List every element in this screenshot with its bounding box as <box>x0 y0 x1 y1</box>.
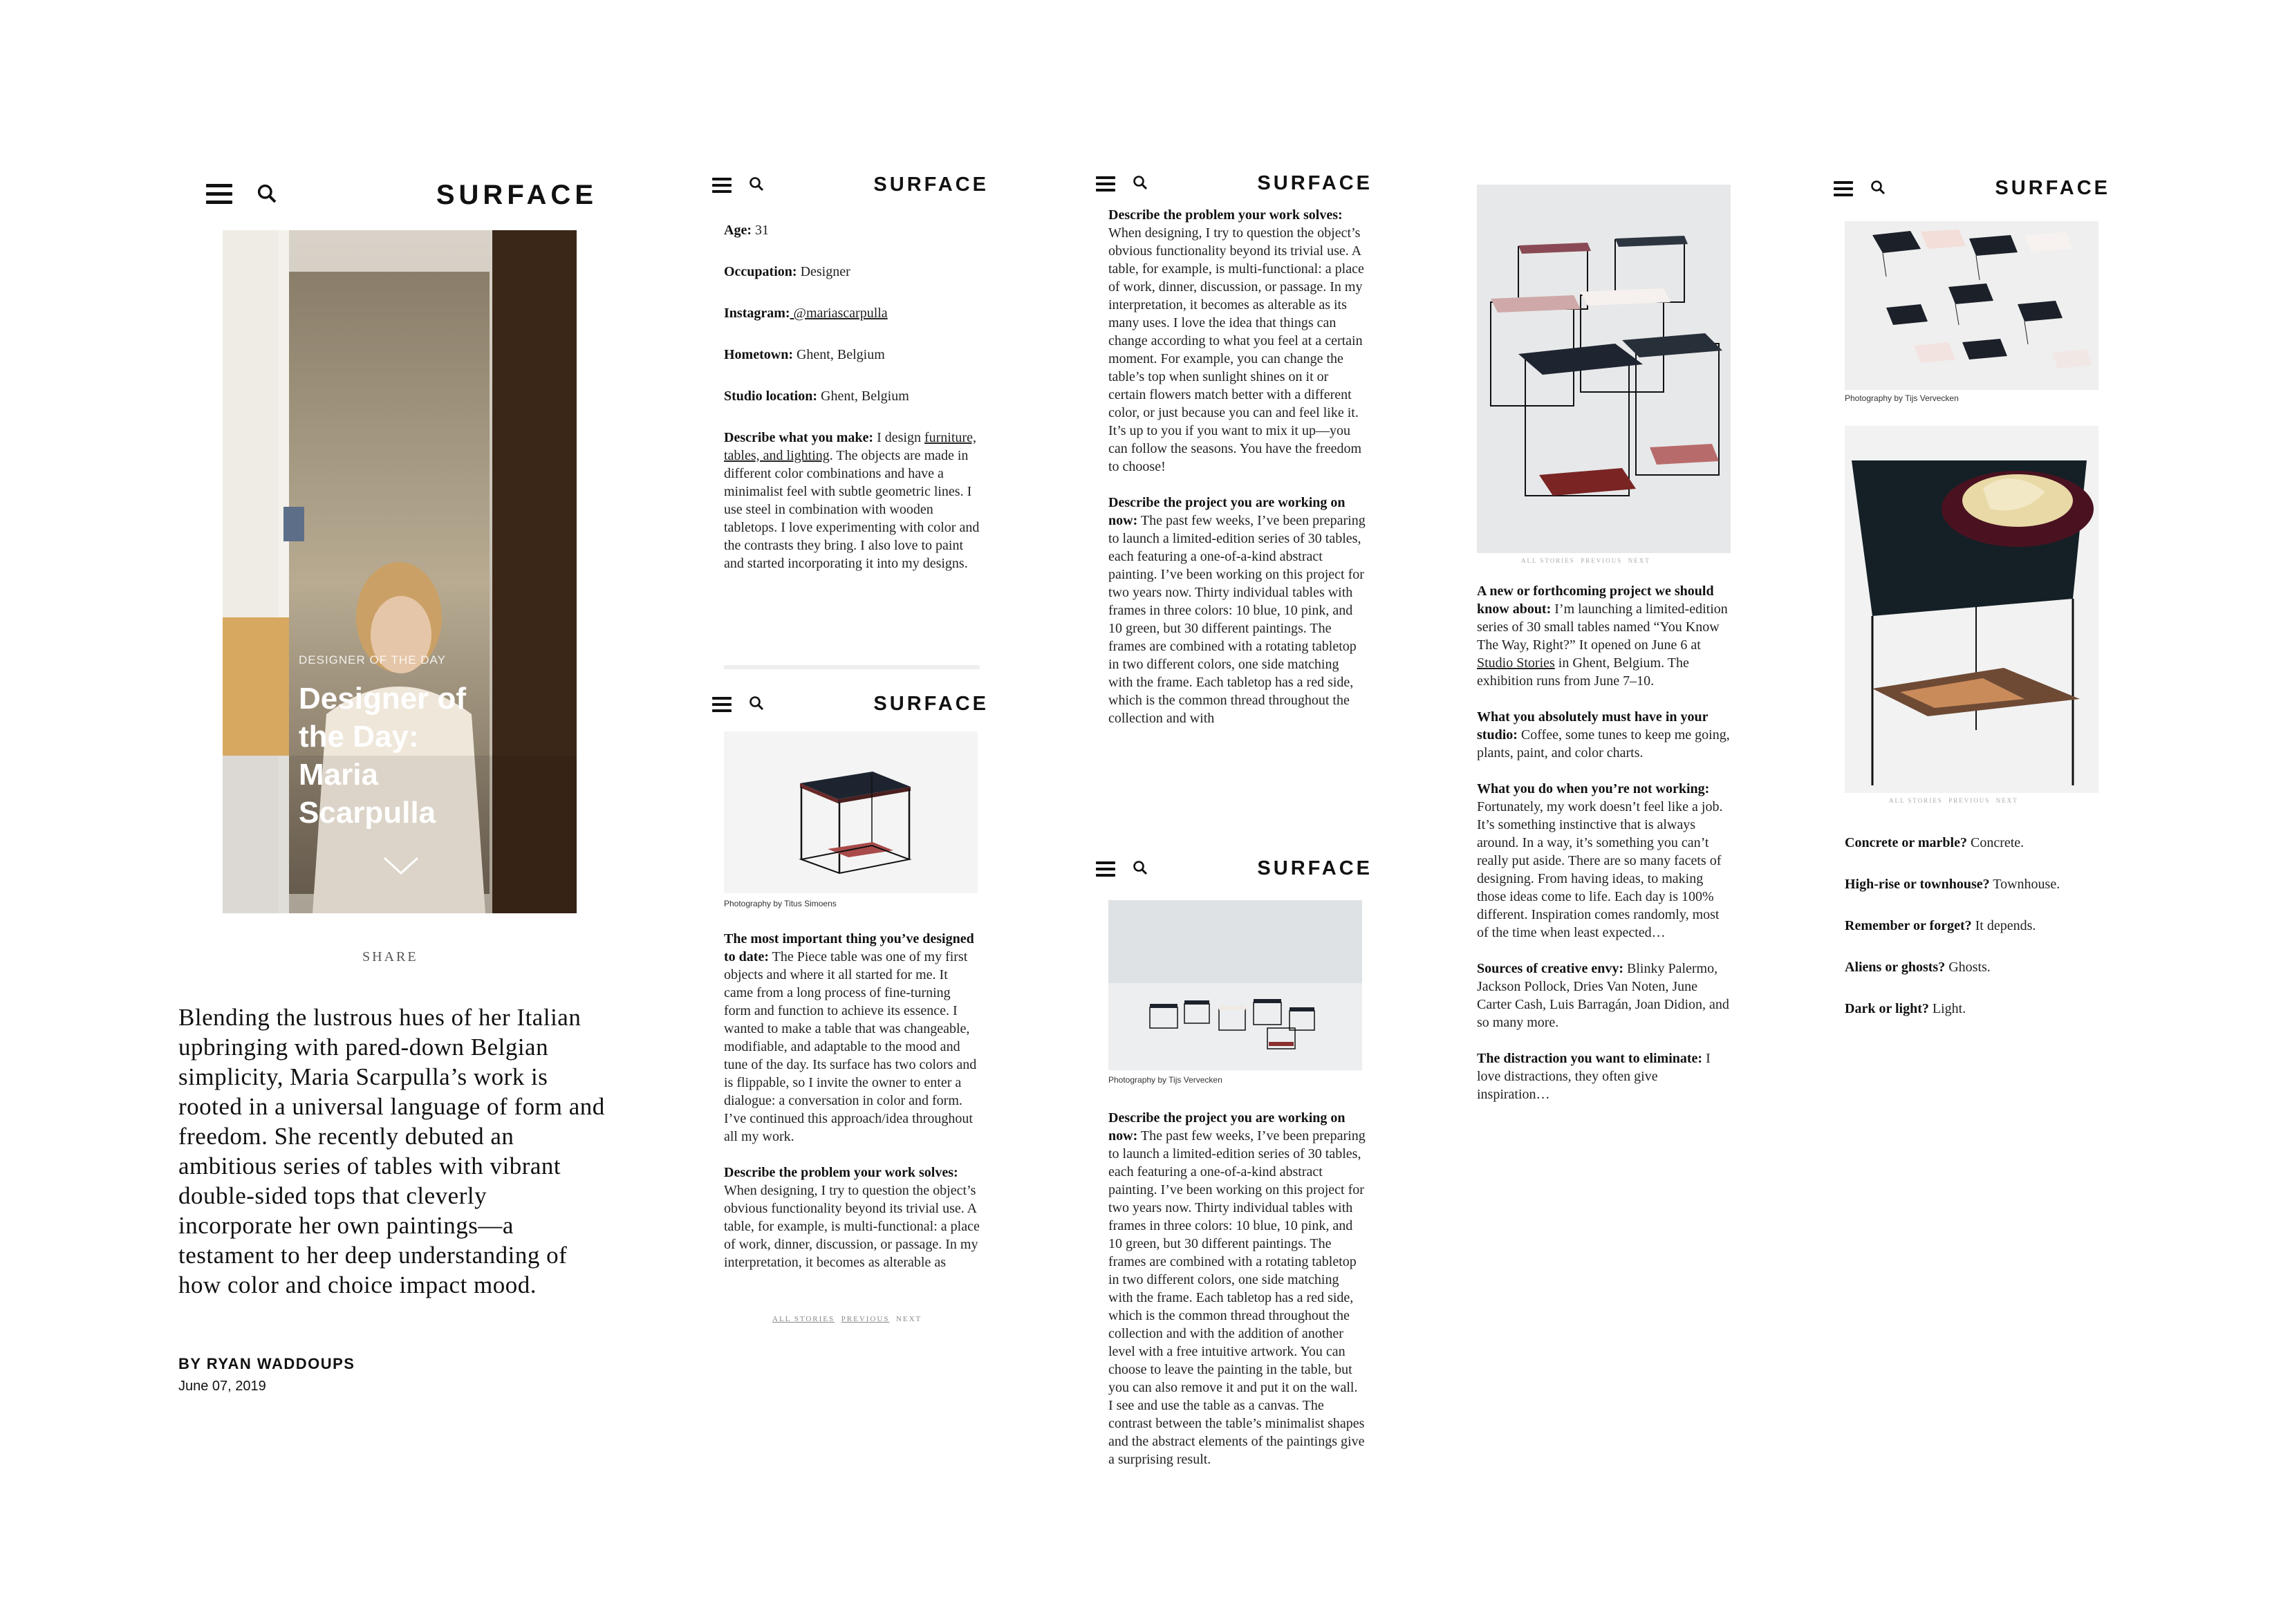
story-nav <box>1889 797 2018 804</box>
menu-icon[interactable] <box>1096 176 1115 196</box>
search-icon[interactable] <box>1132 174 1148 191</box>
instagram-link[interactable]: @mariascarpulla <box>790 306 888 321</box>
search-icon[interactable] <box>1870 179 1886 196</box>
answer-most-important: The most important thing you’ve designed to date: The Piece table was one of my first objects and where it all started for me. It came from a long process of fine-turning form and function to achieve its essence. I wanted to make a table that was changeable, modifiable, and adaptable to the mood and tune of the day. Its surface has two colors and is flippable, so I invite the owner to enter a dialogue: a conversation in color and form. I’ve continued this approach/idea throughout all my work. <box>724 931 977 1144</box>
byline[interactable]: BY RYAN WADDOUPS <box>178 1355 355 1372</box>
fact-occupation: Occupation: Designer <box>724 264 850 279</box>
facts-list <box>724 221 980 572</box>
photo-credit: Photography by Tijs Vervecken <box>1108 1075 1222 1085</box>
panel-3b-answers <box>1108 1109 1366 1468</box>
chevron-down-icon[interactable] <box>382 855 420 876</box>
share-button[interactable]: SHARE <box>362 949 418 964</box>
all-stories-link[interactable]: ALL STORIES <box>772 1315 835 1323</box>
piece-table-illustration <box>724 731 978 893</box>
panel-4-answers <box>1477 582 1733 1103</box>
answer-problem-solves: Describe the problem your work solves: When designing, I try to question the object’s obvious functionality beyond its trivial use. A table, for example, is multi-functional: a place of work, dinner, discussion, or passage. In my interpretation, it becomes as alterable as <box>724 1165 980 1270</box>
answer-distraction: The distraction you want to eliminate: I love distractions, they often give inspiration… <box>1477 1051 1711 1102</box>
story-nav <box>1521 557 1650 564</box>
answer-what-you-make: Describe what you make: I design furniture, tables, and lighting. The objects are made in different color combinations and have a minimalist feel with subtle geometric lines. I use steel in combination with wooden tabletops. I love experimenting with color and the contrasts they bring. I also love to paint and started incorporating it into my designs. <box>724 430 980 571</box>
piece-table-photo <box>724 731 978 893</box>
menu-icon[interactable] <box>712 178 732 197</box>
fact-hometown: Hometown: Ghent, Belgium <box>724 347 885 362</box>
header-panel-1 <box>206 180 597 225</box>
search-icon[interactable] <box>1132 859 1148 876</box>
tables-group-photo <box>1477 185 1731 553</box>
table-closeup-photo <box>1845 426 2098 793</box>
quick-answer: Aliens or ghosts? Ghosts. <box>1845 960 1991 975</box>
hero-title: Designer of the Day: Maria Scarpulla <box>299 682 467 830</box>
tables-overhead-photo <box>1845 221 2098 390</box>
surface-logo[interactable]: SURFACE <box>1257 172 1372 194</box>
previous-link[interactable]: PREVIOUS <box>1948 797 1991 804</box>
hero-photo <box>223 230 577 913</box>
quick-answer: Remember or forget? It depends. <box>1845 918 2036 933</box>
previous-link[interactable]: PREVIOUS <box>1581 557 1623 564</box>
answer-problem-solves: Describe the problem your work solves: When designing, I try to question the object’s obvious functionality beyond its trivial use. A table, for example, is multi-functional: a place of work, dinner, discussion, or passage. In my interpretation, it becomes as alterable as its many uses. I love the idea that things can change according to what you feel at a certain moment. For example, you can change the table’s top when sunlight shines on it or certain flowers match better with a different color, or just because you can and feel like it. It’s up to you if you want to mix it up—you can follow the seasons. You have the freedom to choose! <box>1108 207 1364 474</box>
quick-answer: Dark or light? Light. <box>1845 1001 1966 1016</box>
quick-answers <box>1845 834 2101 1018</box>
menu-icon[interactable] <box>712 697 732 716</box>
furniture-link[interactable]: furniture, tables, and lighting <box>724 430 976 463</box>
surface-logo[interactable]: SURFACE <box>1995 177 2110 199</box>
answer-current-project: Describe the project you are working on now: The past few weeks, I’ve been preparing to launch a limited-edition series of 30 tables, each featuring a one-of-a-kind abstract painting. I’ve been working on this project for two years now. Thirty individual tables with frames in three colors: 10 blue, 10 pink, and 10 green, but 30 different paintings. The frames are combined with a rotating tabletop in two different colors, one side matching with the frame. Each tabletop has a red side, which is the common thread throughout the collection and with the addition of another level with a free intuitive artwork. You can choose to leave the painting in the table, but you can also remove it and put it on the wall. I see and use the table as a canvas. The contrast between the table’s minimalist shapes and the abstract elements of the paintings give a surprising result. <box>1108 1110 1366 1467</box>
hero-kicker: DESIGNER OF THE DAY <box>299 653 446 666</box>
header-panel-5 <box>1834 177 2110 223</box>
surface-logo[interactable]: SURFACE <box>873 174 989 196</box>
answer-new-project: A new or forthcoming project we should know about: I’m launching a limited-edition series of 30 small tables named “You Know The Way, Right?” It opened on June 6 at Studio Stories in Ghent, Belgium. The exhibition runs from June 7–10. <box>1477 584 1728 689</box>
answer-creative-envy: Sources of creative envy: Blinky Palermo, Jackson Pollock, Dries Van Noten, June Carter Cash, Luis Barragán, Joan Didion, and so many more. <box>1477 961 1729 1030</box>
previous-link[interactable]: PREVIOUS <box>841 1315 890 1323</box>
surface-logo[interactable]: SURFACE <box>873 693 989 715</box>
table-closeup-illustration <box>1845 426 2098 793</box>
answer-current-project: Describe the project you are working on now: The past few weeks, I’ve been preparing to launch a limited-edition series of 30 tables, each featuring a one-of-a-kind abstract painting. I’ve been working on this project for two years now. Thirty individual tables with frames in three colors: 10 blue, 10 pink, and 10 green, but 30 different paintings. The frames are combined with a rotating tabletop in two different colors, one side matching with the frame. Each tabletop has a red side, which is the common thread throughout the collection and with <box>1108 495 1366 726</box>
next-link[interactable]: NEXT <box>895 1315 922 1323</box>
answer-not-working: What you do when you’re not working: Fortunately, my work doesn’t feel like a job. It’s something instinctive that is always around. In a way, it’s something you can’t really put aside. There are so many facets of designing. From having ideas, to making those ideas come to life. Each day is 100% different. Inspiration comes randomly, most of the time when least expected… <box>1477 781 1723 940</box>
surface-logo[interactable]: SURFACE <box>1257 857 1372 879</box>
fact-age: Age: 31 <box>724 223 769 238</box>
tables-overhead-illustration <box>1845 221 2098 390</box>
menu-icon[interactable] <box>206 184 232 203</box>
panel-divider <box>724 665 980 669</box>
search-icon[interactable] <box>256 183 278 205</box>
tables-group-illustration <box>1477 185 1731 553</box>
header-panel-2a <box>712 174 989 219</box>
panel-2-answers <box>724 930 980 1312</box>
photo-credit: Photography by Tijs Vervecken <box>1845 393 1959 403</box>
answer-must-have: What you absolutely must have in your studio: Coffee, some tunes to keep me going, plants, paint, and color charts. <box>1477 709 1730 760</box>
surface-logo[interactable]: SURFACE <box>436 180 597 210</box>
search-icon[interactable] <box>748 176 765 192</box>
all-stories-link[interactable]: ALL STORIES <box>1521 557 1575 564</box>
header-panel-3b <box>1096 857 1372 903</box>
panel-3-answers <box>1108 206 1366 788</box>
studio-stories-link[interactable]: Studio Stories <box>1477 655 1555 671</box>
search-icon[interactable] <box>748 695 765 711</box>
menu-icon[interactable] <box>1096 861 1115 881</box>
quick-answer: Concrete or marble? Concrete. <box>1845 835 2024 850</box>
tables-gallery-photo <box>1108 900 1362 1070</box>
fact-studio-location: Studio location: Ghent, Belgium <box>724 389 909 404</box>
intro-paragraph: Blending the lustrous hues of her Italian upbringing with pared-down Belgian simplicity, Maria Scarpulla’s work is rooted in a universal language of form and freedom. She recently debuted an ambitious series of tables with vibrant double-sided tops that cleverly incorporate her own paintings—a testament to her deep understanding of how color and choice impact mood. <box>178 1004 605 1298</box>
quick-answer: High-rise or townhouse? Townhouse. <box>1845 877 2060 892</box>
all-stories-link[interactable]: ALL STORIES <box>1889 797 1943 804</box>
next-link[interactable]: NEXT <box>1995 797 2018 804</box>
next-link[interactable]: NEXT <box>1628 557 1650 564</box>
tables-gallery-illustration <box>1108 900 1362 1070</box>
story-nav <box>772 1315 922 1323</box>
fact-instagram: Instagram: @mariascarpulla <box>724 306 888 321</box>
photo-credit: Photography by Titus Simoens <box>724 899 837 908</box>
publish-date: June 07, 2019 <box>178 1379 266 1394</box>
menu-icon[interactable] <box>1834 181 1853 200</box>
